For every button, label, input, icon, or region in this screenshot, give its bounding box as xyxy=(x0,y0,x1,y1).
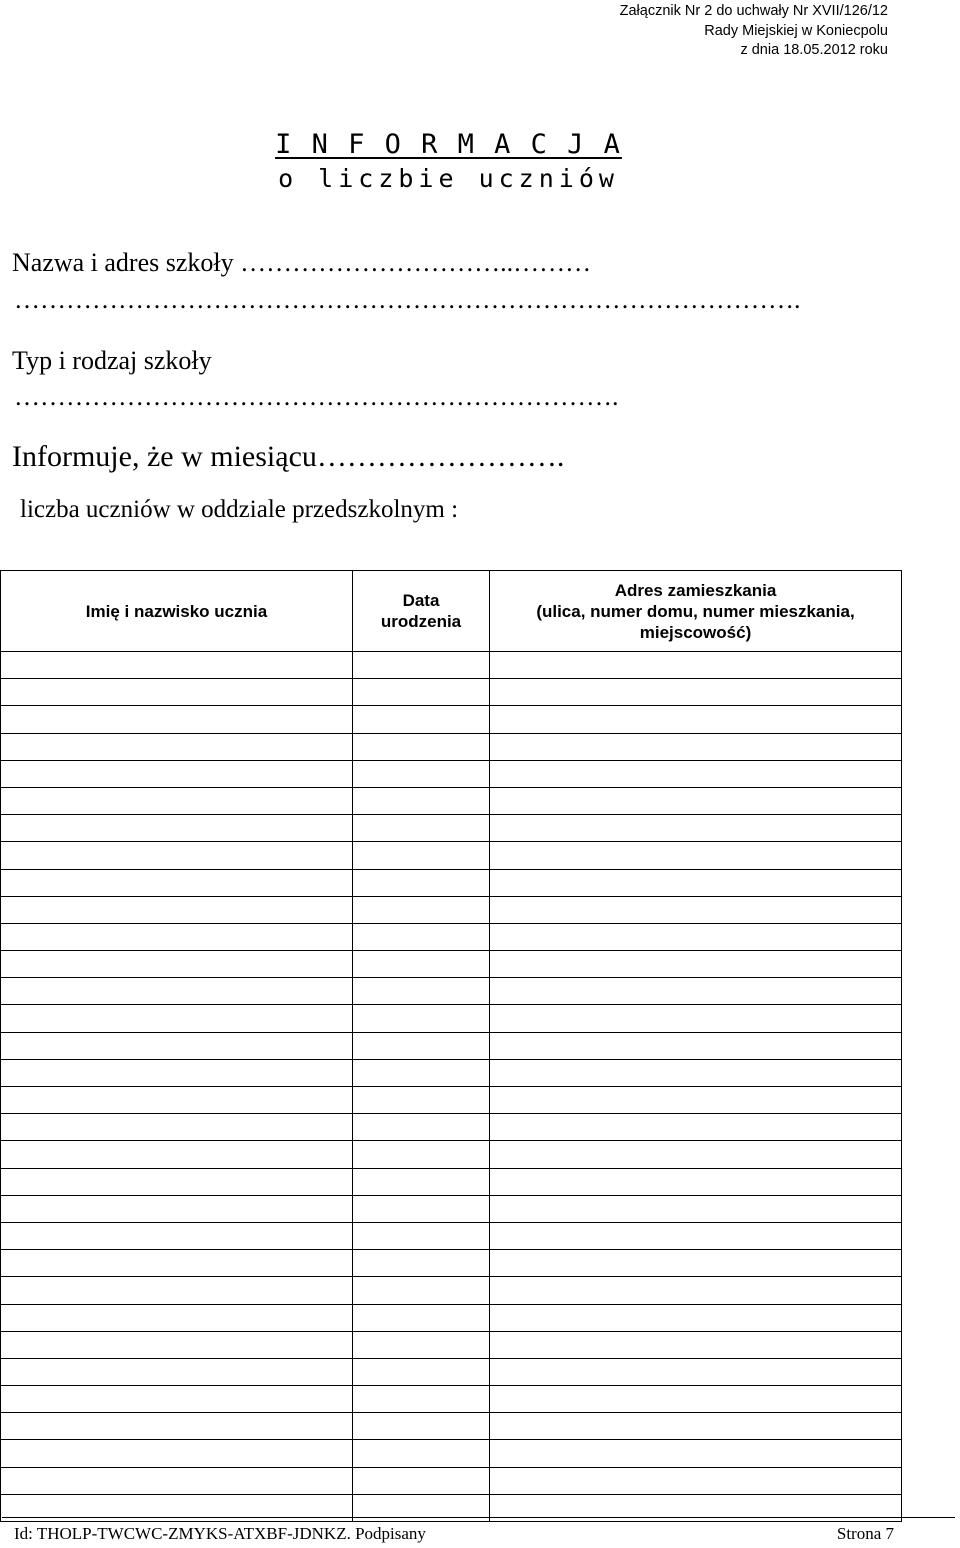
table-row xyxy=(1,815,902,842)
cell-address[interactable] xyxy=(490,815,902,842)
table-row xyxy=(1,679,902,706)
cell-address[interactable] xyxy=(490,1222,902,1249)
cell-student-name[interactable] xyxy=(1,842,353,869)
cell-birth-date[interactable] xyxy=(353,1386,490,1413)
table-row xyxy=(1,951,902,978)
table-row xyxy=(1,1331,902,1358)
cell-address[interactable] xyxy=(490,652,902,679)
title-subtitle: o liczbie uczniów xyxy=(278,164,619,193)
cell-address[interactable] xyxy=(490,787,902,814)
cell-address[interactable] xyxy=(490,1032,902,1059)
cell-address[interactable] xyxy=(490,1358,902,1385)
cell-birth-date[interactable] xyxy=(353,896,490,923)
table-row xyxy=(1,787,902,814)
table-row xyxy=(1,1195,902,1222)
table-row xyxy=(1,760,902,787)
attachment-note-line3: z dnia 18.05.2012 roku xyxy=(740,42,888,58)
cell-birth-date[interactable] xyxy=(353,1250,490,1277)
table-row xyxy=(1,1277,902,1304)
cell-student-name[interactable] xyxy=(1,815,353,842)
cell-address[interactable] xyxy=(490,1304,902,1331)
cell-birth-date[interactable] xyxy=(353,679,490,706)
header-student-name xyxy=(1,571,353,652)
table-row xyxy=(1,1222,902,1249)
table-row xyxy=(1,1250,902,1277)
cell-address[interactable] xyxy=(490,1250,902,1277)
table-row xyxy=(1,1413,902,1440)
cell-address[interactable] xyxy=(490,951,902,978)
cell-address[interactable] xyxy=(490,896,902,923)
header-birth-date xyxy=(353,571,490,652)
footer-document-id: Id: THOLP-TWCWC-ZMYKS-ATXBF-JDNKZ. Podpisany xyxy=(14,1524,426,1543)
cell-address[interactable] xyxy=(490,1331,902,1358)
cell-birth-date[interactable] xyxy=(353,1195,490,1222)
footer-divider xyxy=(2,1517,955,1518)
header-birth-date-line2: urodzenia xyxy=(380,612,462,631)
cell-birth-date[interactable] xyxy=(353,1168,490,1195)
students-table-body xyxy=(1,652,902,1522)
school-type-label: Typ i rodzaj szkoły xyxy=(12,346,212,375)
cell-address[interactable] xyxy=(490,1440,902,1467)
cell-student-name[interactable] xyxy=(1,1222,353,1249)
cell-address[interactable] xyxy=(490,1467,902,1494)
table-row xyxy=(1,923,902,950)
cell-address[interactable] xyxy=(490,1413,902,1440)
title-main: I N F O R M A C J A xyxy=(275,129,622,160)
cell-student-name[interactable] xyxy=(1,1168,353,1195)
cell-birth-date[interactable] xyxy=(353,1032,490,1059)
cell-student-name[interactable] xyxy=(1,1304,353,1331)
header-student-name-text: Imię i nazwisko ucznia xyxy=(85,601,268,621)
cell-student-name[interactable] xyxy=(1,896,353,923)
cell-address[interactable] xyxy=(490,760,902,787)
cell-student-name[interactable] xyxy=(1,1141,353,1168)
table-row xyxy=(1,896,902,923)
cell-address[interactable] xyxy=(490,923,902,950)
cell-birth-date[interactable] xyxy=(353,1114,490,1141)
header-address-line1: Adres zamieszkania xyxy=(614,580,777,600)
cell-birth-date[interactable] xyxy=(353,1141,490,1168)
cell-birth-date[interactable] xyxy=(353,787,490,814)
table-row xyxy=(1,1304,902,1331)
document-title xyxy=(0,128,897,196)
table-row xyxy=(1,869,902,896)
table-row xyxy=(1,1168,902,1195)
attachment-note-line1: Załącznik Nr 2 do uchwały Nr XVII/126/12 xyxy=(619,3,888,19)
cell-student-name[interactable] xyxy=(1,787,353,814)
cell-birth-date[interactable] xyxy=(353,1467,490,1494)
cell-birth-date[interactable] xyxy=(353,1005,490,1032)
cell-address[interactable] xyxy=(490,1277,902,1304)
cell-student-name[interactable] xyxy=(1,1413,353,1440)
cell-student-name[interactable] xyxy=(1,923,353,950)
cell-student-name[interactable] xyxy=(1,706,353,733)
cell-student-name[interactable] xyxy=(1,978,353,1005)
table-row xyxy=(1,652,902,679)
header-address-line3: miejscowość) xyxy=(639,622,752,642)
cell-birth-date[interactable] xyxy=(353,869,490,896)
cell-address[interactable] xyxy=(490,1386,902,1413)
month-field[interactable]: Informuje, że w miesiącu……………………. xyxy=(12,440,565,473)
cell-student-name[interactable] xyxy=(1,1440,353,1467)
cell-birth-date[interactable] xyxy=(353,815,490,842)
cell-birth-date[interactable] xyxy=(353,1059,490,1086)
cell-student-name[interactable] xyxy=(1,1386,353,1413)
cell-birth-date[interactable] xyxy=(353,1440,490,1467)
cell-address[interactable] xyxy=(490,1168,902,1195)
table-row xyxy=(1,1141,902,1168)
header-address xyxy=(490,571,902,652)
table-row xyxy=(1,1440,902,1467)
footer-page-number: Strona 7 xyxy=(836,1524,894,1543)
cell-student-name[interactable] xyxy=(1,1114,353,1141)
cell-birth-date[interactable] xyxy=(353,951,490,978)
school-type-field[interactable]: ……………………………………………………………. xyxy=(14,382,619,411)
cell-student-name[interactable] xyxy=(1,1087,353,1114)
cell-birth-date[interactable] xyxy=(353,706,490,733)
cell-student-name[interactable] xyxy=(1,869,353,896)
table-row xyxy=(1,1114,902,1141)
cell-birth-date[interactable] xyxy=(353,1358,490,1385)
cell-address[interactable] xyxy=(490,1114,902,1141)
cell-birth-date[interactable] xyxy=(353,1277,490,1304)
students-table xyxy=(0,570,902,1522)
cell-birth-date[interactable] xyxy=(353,652,490,679)
school-name-continuation[interactable]: ………………………………………………………………………………. xyxy=(14,285,801,314)
cell-student-name[interactable] xyxy=(1,951,353,978)
cell-birth-date[interactable] xyxy=(353,1222,490,1249)
cell-student-name[interactable] xyxy=(1,1277,353,1304)
cell-address[interactable] xyxy=(490,1059,902,1086)
cell-student-name[interactable] xyxy=(1,679,353,706)
table-row xyxy=(1,1386,902,1413)
cell-address[interactable] xyxy=(490,1141,902,1168)
cell-student-name[interactable] xyxy=(1,1195,353,1222)
table-row xyxy=(1,1059,902,1086)
header-birth-date-line1: Data xyxy=(402,591,440,610)
cell-birth-date[interactable] xyxy=(353,1413,490,1440)
student-count-label: liczba uczniów w oddziale przedszkolnym : xyxy=(20,496,459,523)
table-row xyxy=(1,706,902,733)
cell-address[interactable] xyxy=(490,1005,902,1032)
cell-student-name[interactable] xyxy=(1,733,353,760)
cell-birth-date[interactable] xyxy=(353,733,490,760)
cell-student-name[interactable] xyxy=(1,1032,353,1059)
cell-student-name[interactable] xyxy=(1,1005,353,1032)
table-row xyxy=(1,1087,902,1114)
cell-address[interactable] xyxy=(490,733,902,760)
cell-address[interactable] xyxy=(490,869,902,896)
cell-birth-date[interactable] xyxy=(353,842,490,869)
cell-student-name[interactable] xyxy=(1,1467,353,1494)
table-row xyxy=(1,1358,902,1385)
cell-birth-date[interactable] xyxy=(353,978,490,1005)
table-row xyxy=(1,1005,902,1032)
table-row xyxy=(1,842,902,869)
cell-student-name[interactable] xyxy=(1,1331,353,1358)
cell-address[interactable] xyxy=(490,842,902,869)
cell-address[interactable] xyxy=(490,679,902,706)
cell-student-name[interactable] xyxy=(1,1250,353,1277)
table-row xyxy=(1,1467,902,1494)
cell-birth-date[interactable] xyxy=(353,923,490,950)
cell-birth-date[interactable] xyxy=(353,1087,490,1114)
cell-address[interactable] xyxy=(490,1087,902,1114)
cell-student-name[interactable] xyxy=(1,1358,353,1385)
school-name-field[interactable]: Nazwa i adres szkoły …………………………..……… xyxy=(12,248,592,277)
cell-student-name[interactable] xyxy=(1,652,353,679)
cell-birth-date[interactable] xyxy=(353,760,490,787)
table-header-row xyxy=(1,571,902,652)
cell-address[interactable] xyxy=(490,978,902,1005)
attachment-note xyxy=(620,2,888,61)
cell-birth-date[interactable] xyxy=(353,1304,490,1331)
table-row xyxy=(1,978,902,1005)
table-row xyxy=(1,1032,902,1059)
header-address-line2: (ulica, numer domu, numer mieszkania, xyxy=(536,601,855,621)
cell-student-name[interactable] xyxy=(1,1059,353,1086)
cell-address[interactable] xyxy=(490,706,902,733)
cell-student-name[interactable] xyxy=(1,760,353,787)
cell-address[interactable] xyxy=(490,1195,902,1222)
cell-birth-date[interactable] xyxy=(353,1331,490,1358)
attachment-note-line2: Rady Miejskiej w Koniecpolu xyxy=(704,22,888,39)
table-row xyxy=(1,733,902,760)
